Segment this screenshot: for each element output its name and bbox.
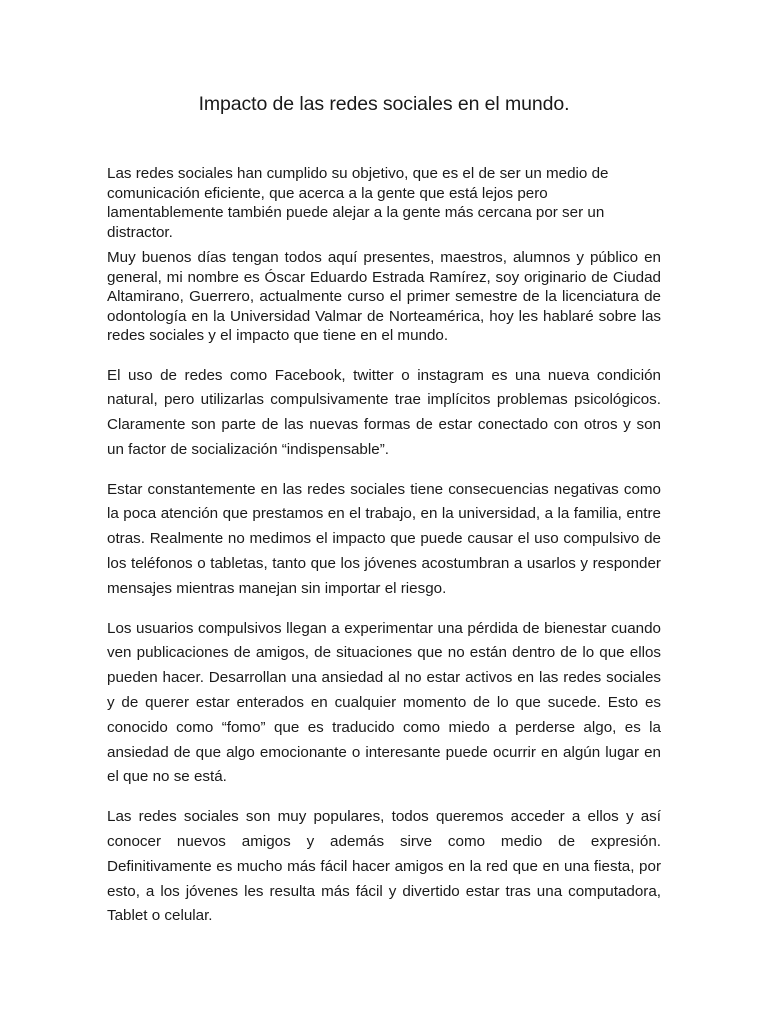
paragraph-social-networks-use: El uso de redes como Facebook, twitter o instagram es una nueva condición natural, pero utilizarlas compulsivamente trae implícitos problemas psicológicos. Claramente son parte de las nuevas formas de estar conectado con otros y son un factor de socialización “indispensable”. [107, 366, 661, 458]
paragraph-negative-consequences: Estar constantemente en las redes sociales tiene consecuencias negativas como la poca atención que prestamos en el trabajo, en la universidad, a la familia, entre otras. Realmente no medimos el impacto que puede causar el uso compulsivo de los teléfonos o tabletas, tanto que los jóvenes acostumbran a usarlos y responder mensajes mientras manejan sin importar el riesgo. [107, 480, 661, 597]
paragraph-intro: Las redes sociales han cumplido su objetivo, que es el de ser un medio de comunicación eficiente, que acerca a la gente que está lejos pero lamentablemente también puede alejar a la gente más cercana por ser un distractor. [107, 165, 609, 241]
document-title: Impacto de las redes sociales en el mundo. [198, 93, 570, 115]
paragraph-greeting: Muy buenos días tengan todos aquí presentes, maestros, alumnos y público en general, mi nombre es Óscar Eduardo Estrada Ramírez, soy originario de Ciudad Altamirano, Guerrero, actualmente curso el primer semestre de la licenciatura de odontología en la Universidad Valmar de Norteamérica, hoy les hablaré sobre las redes sociales y el impacto que tiene en el mundo. [107, 249, 661, 344]
paragraph-compulsive-users: Los usuarios compulsivos llegan a experimentar una pérdida de bienestar cuando ven publicaciones de amigos, de situaciones que no están dentro de lo que ellos pueden hacer. Desarrollan una ansiedad al no estar activos en las redes sociales y de querer estar enterados en cualquier momento de lo que sucede. Esto es conocido como “fomo” que es traducido como miedo a perderse algo, es la ansiedad de que algo emocionante o interesante puede ocurrir en algún lugar en el que no se está. [107, 619, 661, 786]
paragraph-popularity: Las redes sociales son muy populares, todos queremos acceder a ellos y así conocer nuevos amigos y además sirve como medio de expresión. Definitivamente es mucho más fácil hacer amigos en la red que en una fiesta, por esto, a los jóvenes les resulta más fácil y divertido estar tras una computadora, Tablet o celular. [107, 808, 661, 925]
